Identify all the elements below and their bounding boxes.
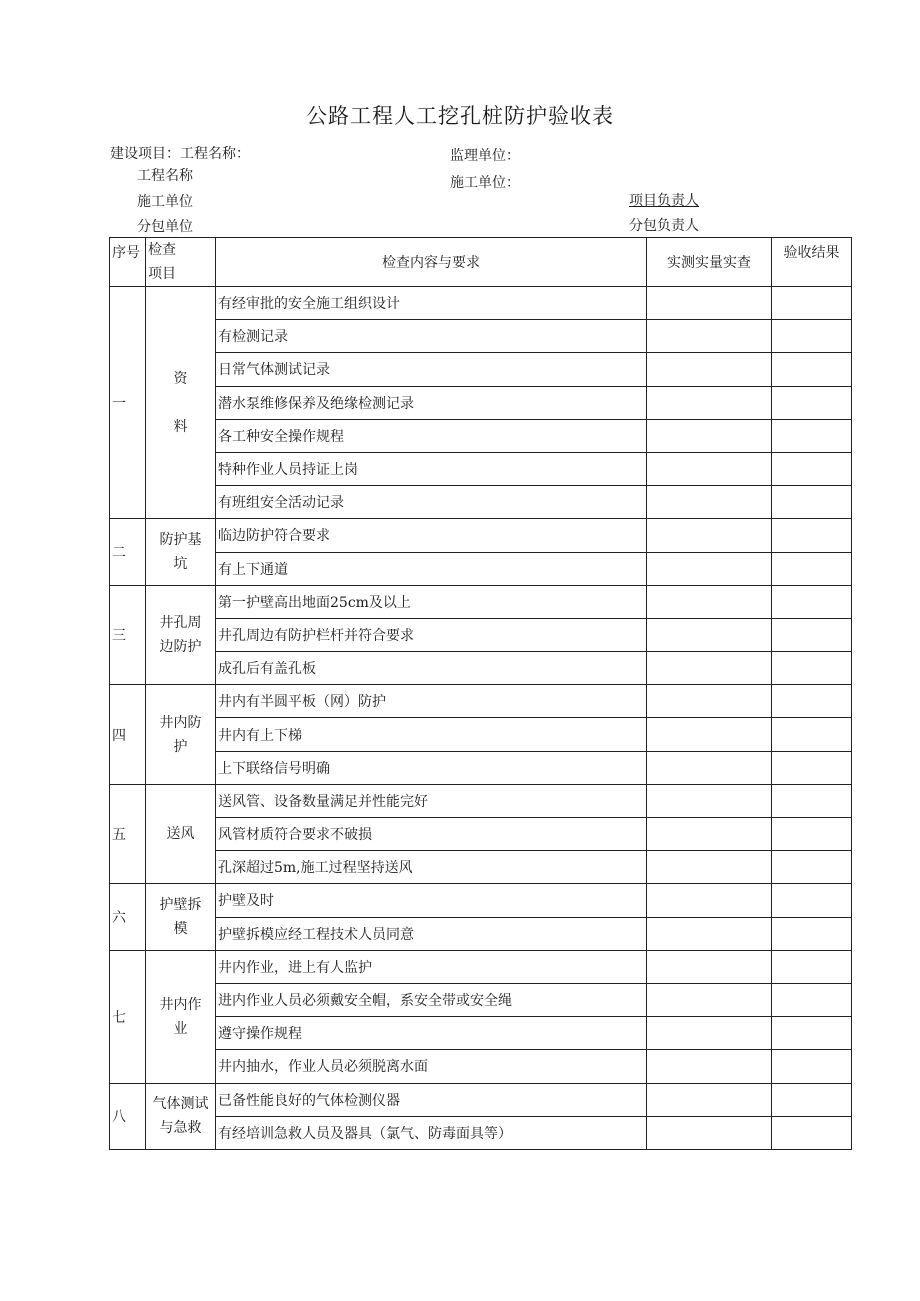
project-name-label: 工程名称 [137,168,193,184]
result-cell[interactable] [772,552,852,585]
table-row [110,917,852,950]
table-row [110,287,852,320]
col-seq-header: 序号 [110,238,146,287]
requirement-cell: 风管材质符合要求不破损 [216,818,647,851]
subcontract-leader-label: 分包负责人 [629,218,699,234]
requirement-cell: 孔深超过5m,施工过程坚持送风 [216,851,647,884]
table-row [110,452,852,485]
table-row [110,353,852,386]
result-cell[interactable] [772,486,852,519]
measure-cell[interactable] [647,320,772,353]
section-number: 三 [110,585,146,685]
requirement-cell: 井内作业，进上有人监护 [216,950,647,983]
measure-cell[interactable] [647,1083,772,1116]
measure-cell[interactable] [647,287,772,320]
result-cell[interactable] [772,419,852,452]
construction-project-label: 建设项目：工程名称： [110,146,250,162]
result-cell[interactable] [772,519,852,552]
table-row [110,751,852,784]
section-category-line: 井孔周 [159,614,202,631]
result-cell[interactable] [772,685,852,718]
section-category-line: 井内作 [159,996,202,1013]
result-cell[interactable] [772,353,852,386]
measure-cell[interactable] [647,486,772,519]
result-cell[interactable] [772,452,852,485]
measure-cell[interactable] [647,386,772,419]
result-cell[interactable] [772,784,852,817]
requirement-cell: 有经审批的安全施工组织设计 [216,287,647,320]
requirement-cell: 护壁及时 [216,884,647,917]
section-category [146,685,216,785]
section-category-line: 边防护 [159,638,202,655]
result-cell[interactable] [772,917,852,950]
section-number: 七 [110,950,146,1083]
table-row [110,585,852,618]
measure-cell[interactable] [647,519,772,552]
section-category-line: 防护基 [159,532,202,548]
table-row [110,1050,852,1083]
section-category-line: 料 [173,418,188,435]
measure-cell[interactable] [647,353,772,386]
measure-cell[interactable] [647,1050,772,1083]
measure-cell[interactable] [647,751,772,784]
result-cell[interactable] [772,950,852,983]
measure-cell[interactable] [647,818,772,851]
measure-cell[interactable] [647,419,772,452]
measure-cell[interactable] [647,552,772,585]
requirement-cell: 特种作业人员持证上岗 [216,452,647,485]
requirement-cell: 成孔后有盖孔板 [216,652,647,685]
table-row [110,486,852,519]
result-cell[interactable] [772,1083,852,1116]
section-category [146,585,216,685]
requirement-cell: 有检测记录 [216,320,647,353]
section-number: 四 [110,685,146,785]
section-category [146,950,216,1083]
measure-cell[interactable] [647,784,772,817]
table-row [110,685,852,718]
requirement-cell: 已备性能良好的气体检测仪器 [216,1083,647,1116]
construction-unit-right-label: 施工单位： [450,175,520,191]
section-category-line: 资 [173,370,188,387]
form-title: 公路工程人工挖孔桩防护验收表 [306,104,614,128]
section-category [146,884,216,950]
result-cell[interactable] [772,884,852,917]
col-item-header-line2: 项目 [148,266,176,282]
col-item-header-line1: 检查 [148,242,176,258]
col-item-header [146,238,216,287]
result-cell[interactable] [772,1050,852,1083]
result-cell[interactable] [772,718,852,751]
measure-cell[interactable] [647,452,772,485]
table-row [110,552,852,585]
measure-cell[interactable] [647,950,772,983]
measure-cell[interactable] [647,585,772,618]
requirement-cell: 遵守操作规程 [216,1017,647,1050]
result-cell[interactable] [772,386,852,419]
requirement-cell: 井孔周边有防护栏杆并符合要求 [216,618,647,651]
result-cell[interactable] [772,851,852,884]
requirement-cell: 进内作业人员必须戴安全帽，系安全带或安全绳 [216,983,647,1016]
col-result-header: 验收结果 [772,238,852,287]
col-measure-header: 实测实量实查 [647,238,772,287]
requirement-cell: 井内有上下梯 [216,718,647,751]
result-cell[interactable] [772,983,852,1016]
table-row [110,983,852,1016]
table-row [110,1017,852,1050]
result-cell[interactable] [772,585,852,618]
table-row [110,652,852,685]
table-row [110,851,852,884]
table-row [110,784,852,817]
table-row [110,386,852,419]
section-category [146,287,216,519]
section-category-line: 气体测试 [152,1096,209,1113]
table-row [110,1116,852,1149]
table-row [110,419,852,452]
table-row [110,320,852,353]
section-category [146,519,216,585]
requirement-cell: 日常气体测试记录 [216,353,647,386]
table-row [110,950,852,983]
requirement-cell: 井内抽水，作业人员必须脱离水面 [216,1050,647,1083]
requirement-cell: 有上下通道 [216,552,647,585]
requirement-cell: 护壁拆模应经工程技术人员同意 [216,917,647,950]
measure-cell[interactable] [647,652,772,685]
section-category-line: 与急救 [159,1120,202,1137]
requirement-cell: 有班组安全活动记录 [216,486,647,519]
measure-cell[interactable] [647,851,772,884]
result-cell[interactable] [772,1116,852,1149]
table-row [110,1083,852,1116]
measure-cell[interactable] [647,1116,772,1149]
result-cell[interactable] [772,751,852,784]
measure-cell[interactable] [647,685,772,718]
result-cell[interactable] [772,1017,852,1050]
table-row [110,884,852,917]
requirement-cell: 上下联络信号明确 [216,751,647,784]
table-row [110,818,852,851]
construction-unit-label: 施工单位 [137,194,193,210]
supervision-unit-label: 监理单位： [450,148,520,164]
section-category-line: 坑 [173,556,188,572]
col-content-header: 检查内容与要求 [216,238,647,287]
section-number: 六 [110,884,146,950]
subcontract-unit-label: 分包单位 [137,219,193,235]
requirement-cell: 潜水泵维修保养及绝缘检测记录 [216,386,647,419]
measure-cell[interactable] [647,618,772,651]
section-category-line: 护 [173,738,188,755]
result-cell[interactable] [772,320,852,353]
result-cell[interactable] [772,287,852,320]
project-leader-label: 项目负责人 [629,193,699,209]
requirement-cell: 临边防护符合要求 [216,519,647,552]
measure-cell[interactable] [647,884,772,917]
requirement-cell: 第一护壁高出地面25cm及以上 [216,585,647,618]
section-number: 五 [110,784,146,884]
section-category [146,1083,216,1149]
section-number: 二 [110,519,146,585]
section-number: 一 [110,287,146,519]
section-category-line: 业 [173,1020,188,1037]
section-category-line: 送风 [166,826,195,843]
table-row [110,519,852,552]
requirement-cell: 各工种安全操作规程 [216,419,647,452]
section-number: 八 [110,1083,146,1149]
measure-cell[interactable] [647,983,772,1016]
section-category-line: 护壁拆 [159,897,202,914]
result-cell[interactable] [772,818,852,851]
requirement-cell: 有经培训急救人员及器具（氯气、防毒面具等） [216,1116,647,1149]
inspection-table [109,237,852,1150]
table-row [110,618,852,651]
requirement-cell: 送风管、设备数量满足并性能完好 [216,784,647,817]
section-category [146,784,216,884]
result-cell[interactable] [772,652,852,685]
table-header-row [110,238,852,287]
table-row [110,718,852,751]
measure-cell[interactable] [647,1017,772,1050]
section-category-line: 模 [173,921,188,938]
requirement-cell: 井内有半圆平板（网）防护 [216,685,647,718]
measure-cell[interactable] [647,917,772,950]
section-category-line: 井内防 [159,714,202,731]
result-cell[interactable] [772,618,852,651]
measure-cell[interactable] [647,718,772,751]
